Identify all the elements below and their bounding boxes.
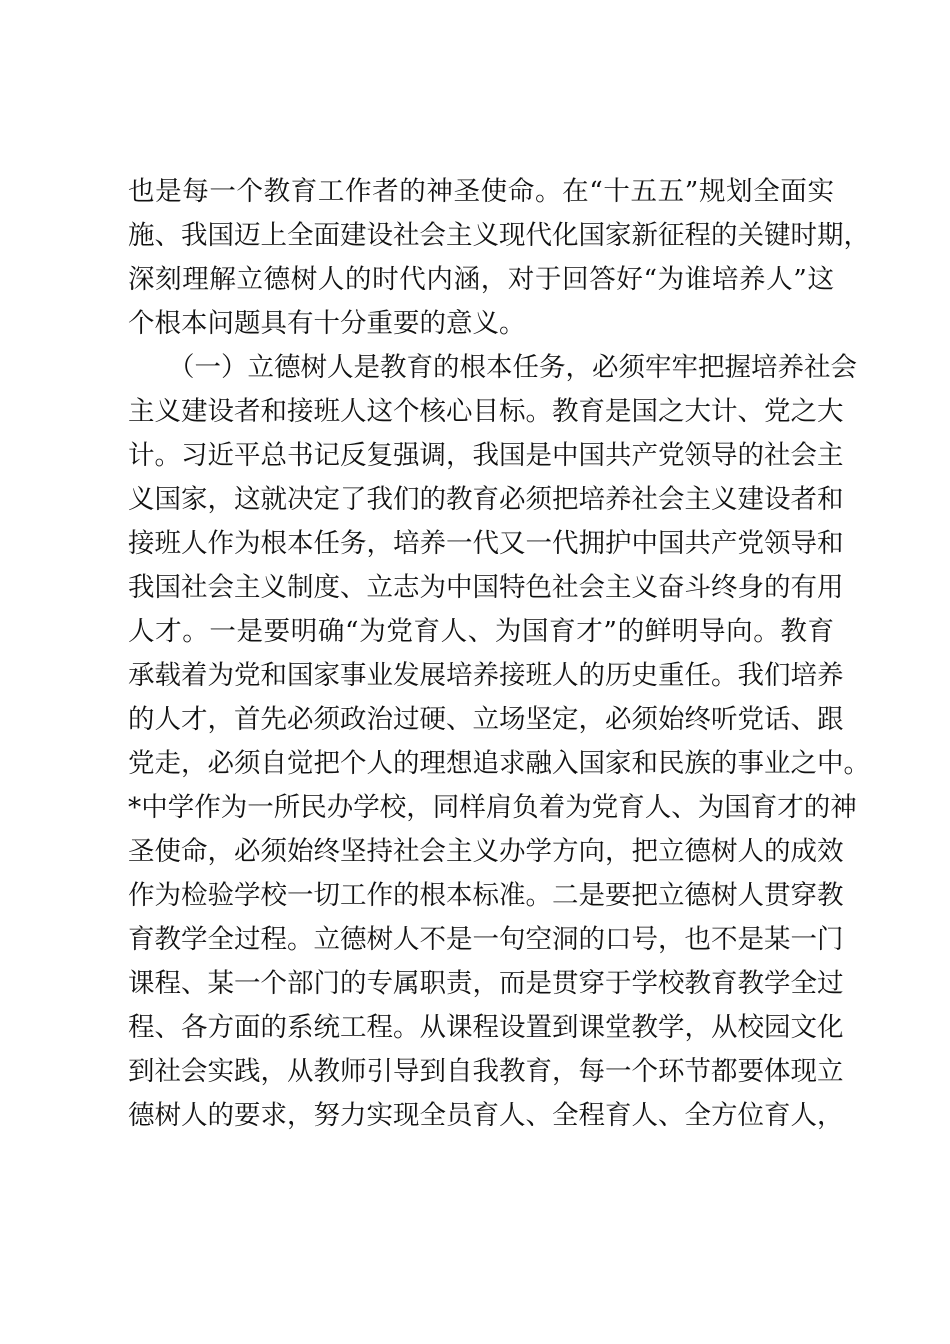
text-line-4: 个根本问题具有十分重要的意义。 — [128, 308, 526, 339]
text-line-3: 深刻理解立德树人的时代内涵，对于回答好“为谁培养人”这 — [128, 264, 834, 295]
text-line-1: 也是每一个教育工作者的神圣使命。在“十五五”规划全面实 — [128, 176, 834, 207]
text-line-2: 施、我国迈上全面建设社会主义现代化国家新征程的关键时期， — [128, 220, 870, 251]
text-line-19: 课程、某一个部门的专属职责，而是贯穿于学校教育教学全过 — [128, 968, 844, 999]
text-line-11: 人才。一是要明确“为党育人、为国育才”的鲜明导向。教育 — [128, 616, 834, 647]
text-line-10: 我国社会主义制度、立志为中国特色社会主义奋斗终身的有用 — [128, 572, 844, 603]
text-line-17: 作为检验学校一切工作的根本标准。二是要把立德树人贯穿教 — [128, 880, 844, 911]
text-line-14: 党走，必须自觉把个人的理想追求融入国家和民族的事业之中。 — [128, 748, 870, 779]
text-line-20: 程、各方面的系统工程。从课程设置到课堂教学，从校园文化 — [128, 1012, 844, 1043]
text-line-6: 主义建设者和接班人这个核心目标。教育是国之大计、党之大 — [128, 396, 844, 427]
text-line-5: （一）立德树人是教育的根本任务，必须牢牢把握培养社会 — [168, 352, 857, 383]
text-line-16: 圣使命，必须始终坚持社会主义办学方向，把立德树人的成效 — [128, 836, 844, 867]
text-line-12: 承载着为党和国家事业发展培养接班人的历史重任。我们培养 — [128, 660, 844, 691]
text-line-18: 育教学全过程。立德树人不是一句空洞的口号，也不是某一门 — [128, 924, 844, 955]
text-line-7: 计。习近平总书记反复强调，我国是中国共产党领导的社会主 — [128, 440, 844, 471]
text-line-9: 接班人作为根本任务，培养一代又一代拥护中国共产党领导和 — [128, 528, 844, 559]
text-line-22: 德树人的要求，努力实现全员育人、全程育人、全方位育人， — [128, 1100, 844, 1131]
text-line-21: 到社会实践，从教师引导到自我教育，每一个环节都要体现立 — [128, 1056, 844, 1087]
text-line-13: 的人才，首先必须政治过硬、立场坚定，必须始终听党话、跟 — [128, 704, 844, 735]
text-line-15: *中学作为一所民办学校，同样肩负着为党育人、为国育才的神 — [128, 792, 857, 823]
text-line-8: 义国家，这就决定了我们的教育必须把培养社会主义建设者和 — [128, 484, 844, 515]
